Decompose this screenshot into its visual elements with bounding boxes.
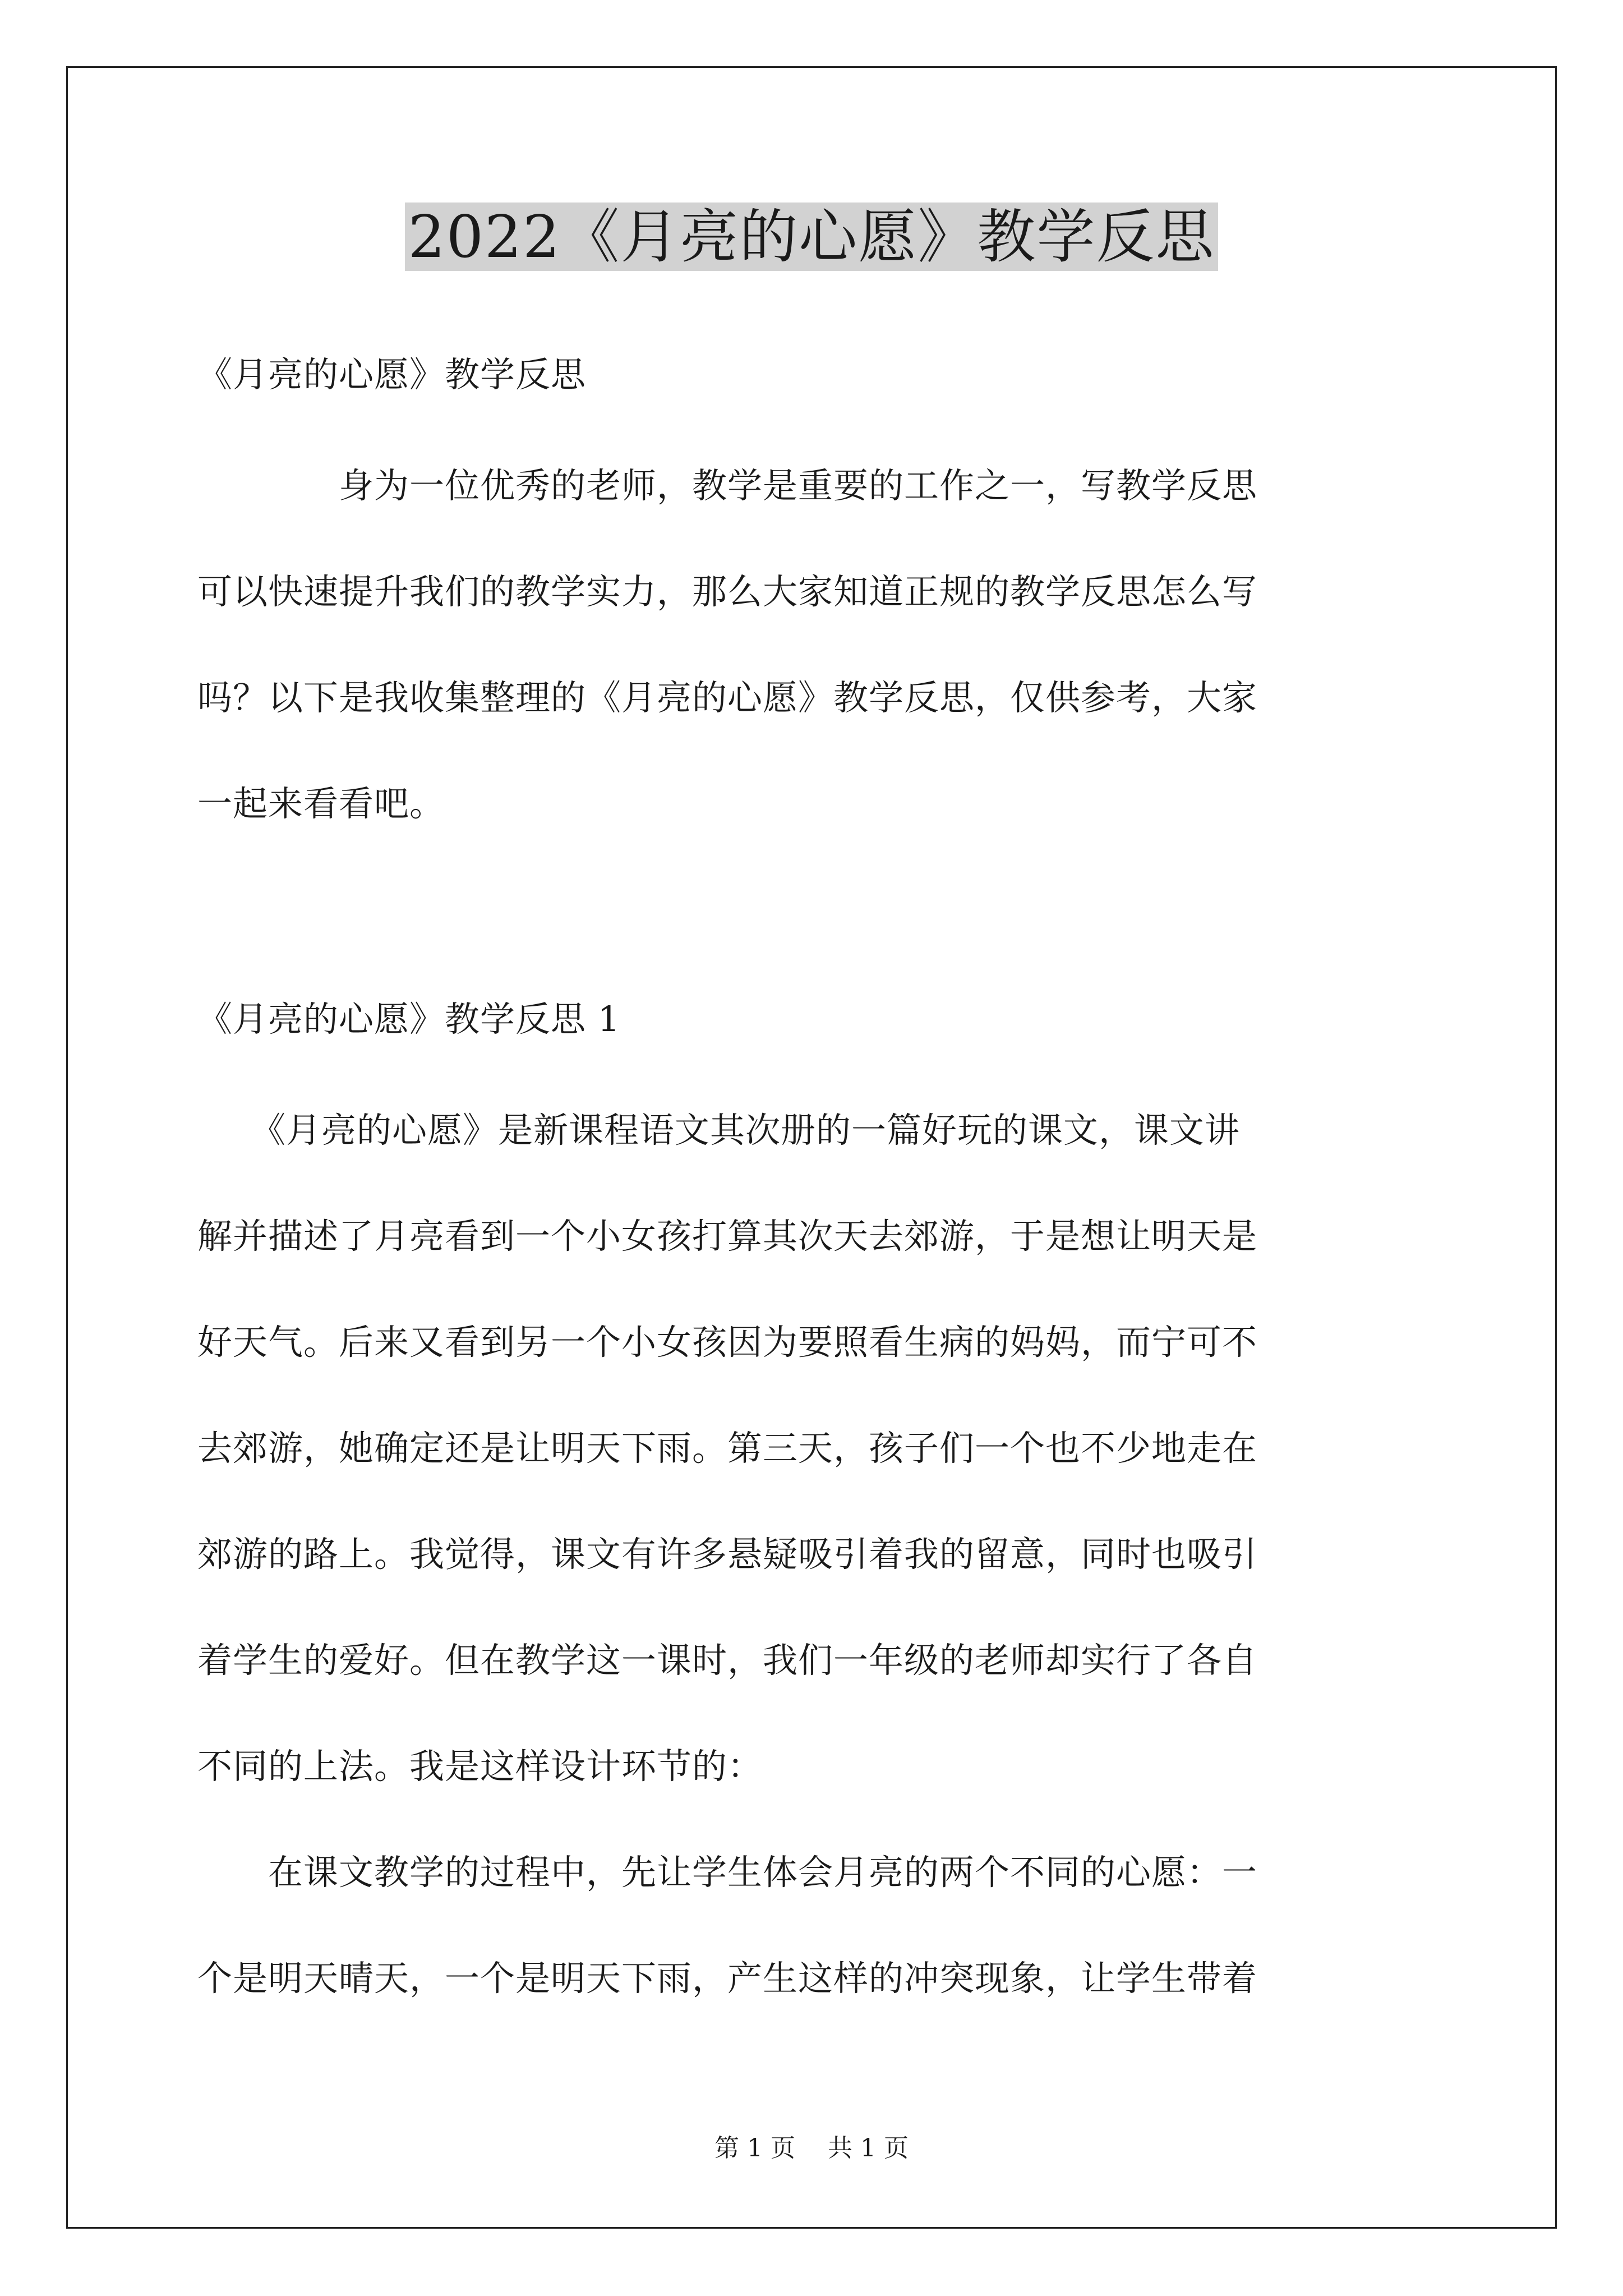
paragraph-line: 去郊游，她确定还是让明天下雨。第三天，孩子们一个也不少地走在 [197, 1428, 1258, 1469]
paragraph-line: 《月亮的心愿》是新课程语文其次册的一篇好玩的课文，课文讲 [197, 1110, 1241, 1151]
paragraph-line: 身为一位优秀的老师，教学是重要的工作之一，写教学反思 [197, 465, 1258, 506]
paragraph-line: 在课文教学的过程中，先让学生体会月亮的两个不同的心愿：一 [197, 1852, 1258, 1893]
document-title-text: 2022《月亮的心愿》教学反思 [405, 203, 1219, 271]
document-title [0, 197, 1623, 276]
paragraph-line: 好天气。后来又看到另一个小女孩因为要照看生病的妈妈，而宁可不 [197, 1322, 1258, 1363]
paragraph-line: 郊游的路上。我觉得，课文有许多悬疑吸引着我的留意，同时也吸引 [197, 1534, 1258, 1575]
paragraph-line: 着学生的爱好。但在教学这一课时，我们一年级的老师却实行了各自 [197, 1640, 1258, 1681]
paragraph-line: 解并描述了月亮看到一个小女孩打算其次天去郊游，于是想让明天是 [197, 1216, 1258, 1257]
paragraph-line: 一起来看看吧。 [197, 783, 445, 824]
paragraph-line: 可以快速提升我们的教学实力，那么大家知道正规的教学反思怎么写 [197, 571, 1258, 612]
paragraph-line: 吗？以下是我收集整理的《月亮的心愿》教学反思，仅供参考，大家 [197, 677, 1258, 718]
section-heading-intro: 《月亮的心愿》教学反思 [197, 354, 587, 395]
page-footer: 第 1 页 共 1 页 [714, 2134, 909, 2162]
paragraph-line: 个是明天晴天，一个是明天下雨，产生这样的冲突现象，让学生带着 [197, 1958, 1258, 1999]
paragraph-line: 不同的上法。我是这样设计环节的： [197, 1746, 763, 1787]
section-heading-1: 《月亮的心愿》教学反思 1 [197, 999, 621, 1039]
